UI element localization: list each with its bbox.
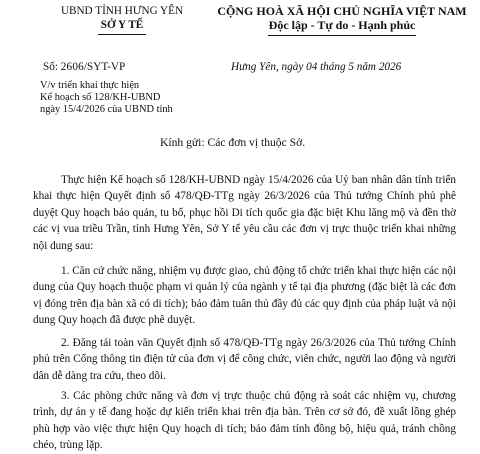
motto-underline: [268, 35, 416, 36]
item-paragraph-1: [33, 263, 456, 329]
document-number: [43, 61, 125, 73]
organization-underline: [98, 34, 146, 35]
parent-organization: UBND TỈNH HƯNG YÊN: [60, 5, 184, 17]
intro-paragraph: [33, 172, 456, 254]
recipient-line: Kính gửi: Các đơn vị thuộc Sở.: [160, 136, 306, 149]
item-paragraph-2: [33, 335, 456, 384]
intro-text: Thực hiện Kế hoạch số 128/KH-UBND ngày 15/4/2026 của Uỷ ban nhân dân tỉnh triển khai thực hiện Quyết định số 478/QĐ-TTg ngày 26/3/2026 của Thủ tướng Chính phủ phê duyệt Quy hoạch bảo quản, tu bổ, phục hồi Di tích quốc gia đặc biệt Khu lăng mộ và đền thờ các vị vua triều Trần, tỉnh Hưng Yên, Sở Y tế yêu cầu các đơn vị trực thuộc triển khai những nội dung sau:: [33, 174, 456, 252]
issue-date: [231, 61, 401, 73]
item-2-text: 2. Đăng tải toàn văn Quyết định số 478/QĐ-TTg ngày 26/3/2026 của Thủ tướng Chính phủ trên Cổng thông tin điện tử của đơn vị để công chức, viên chức, người lao động và người dân dễ dàng tra cứu, theo dõi.: [33, 337, 456, 382]
subject-summary: [40, 80, 230, 116]
document-number-prefix: Số:: [43, 61, 61, 73]
country-name: CỘNG HOÀ XÃ HỘI CHỦ NGHĨA VIỆT NAM: [217, 4, 467, 18]
organization-name: SỞ Y TẾ: [100, 19, 144, 31]
national-motto: Độc lập - Tự do - Hạnh phúc: [268, 18, 416, 32]
national-header: [208, 4, 476, 33]
issuing-authority: [28, 4, 216, 32]
subject-line: Kế hoạch số 128/KH-UBND: [40, 92, 161, 103]
item-3-text: 3. Các phòng chức năng và đơn vị trực thuộc chủ động rà soát các nhiệm vụ, chương trình, dự án y tế đang hoặc dự kiến triển khai trên địa bàn. Trên cơ sở đó, đề xuất lồng ghép phù hợp vào việc thực hiện Quy hoạch di tích; bảo đảm tính đồng bộ, hiệu quả, tránh chồng chéo, trùng lặp.: [33, 390, 456, 452]
issue-date-suffix: tháng 5 năm 2026: [317, 61, 402, 73]
item-paragraph-3: [33, 388, 456, 454]
document-number-suffix: /SYT-VP: [83, 61, 126, 73]
document-number-value: 2606: [60, 61, 84, 73]
item-1-text: 1. Căn cứ chức năng, nhiệm vụ được giao, chủ động tổ chức triển khai thực hiện các nội dung của Quy hoạch thuộc phạm vi quản lý của ngành y tế tại địa phương (đặc biệt là các đơn vị đóng trên địa bàn xã có di tích); bảo đảm tuân thủ đầy đủ các quy định của pháp luật và nội dung Quy hoạch đã được phê duyệt.: [33, 265, 456, 327]
subject-line: ngày 15/4/2026 của UBND tỉnh: [40, 104, 173, 115]
issue-date-prefix: Hưng Yên, ngày: [231, 61, 307, 73]
subject-line: V/v triển khai thực hiện: [40, 80, 140, 91]
issue-date-day: 04: [306, 61, 318, 73]
